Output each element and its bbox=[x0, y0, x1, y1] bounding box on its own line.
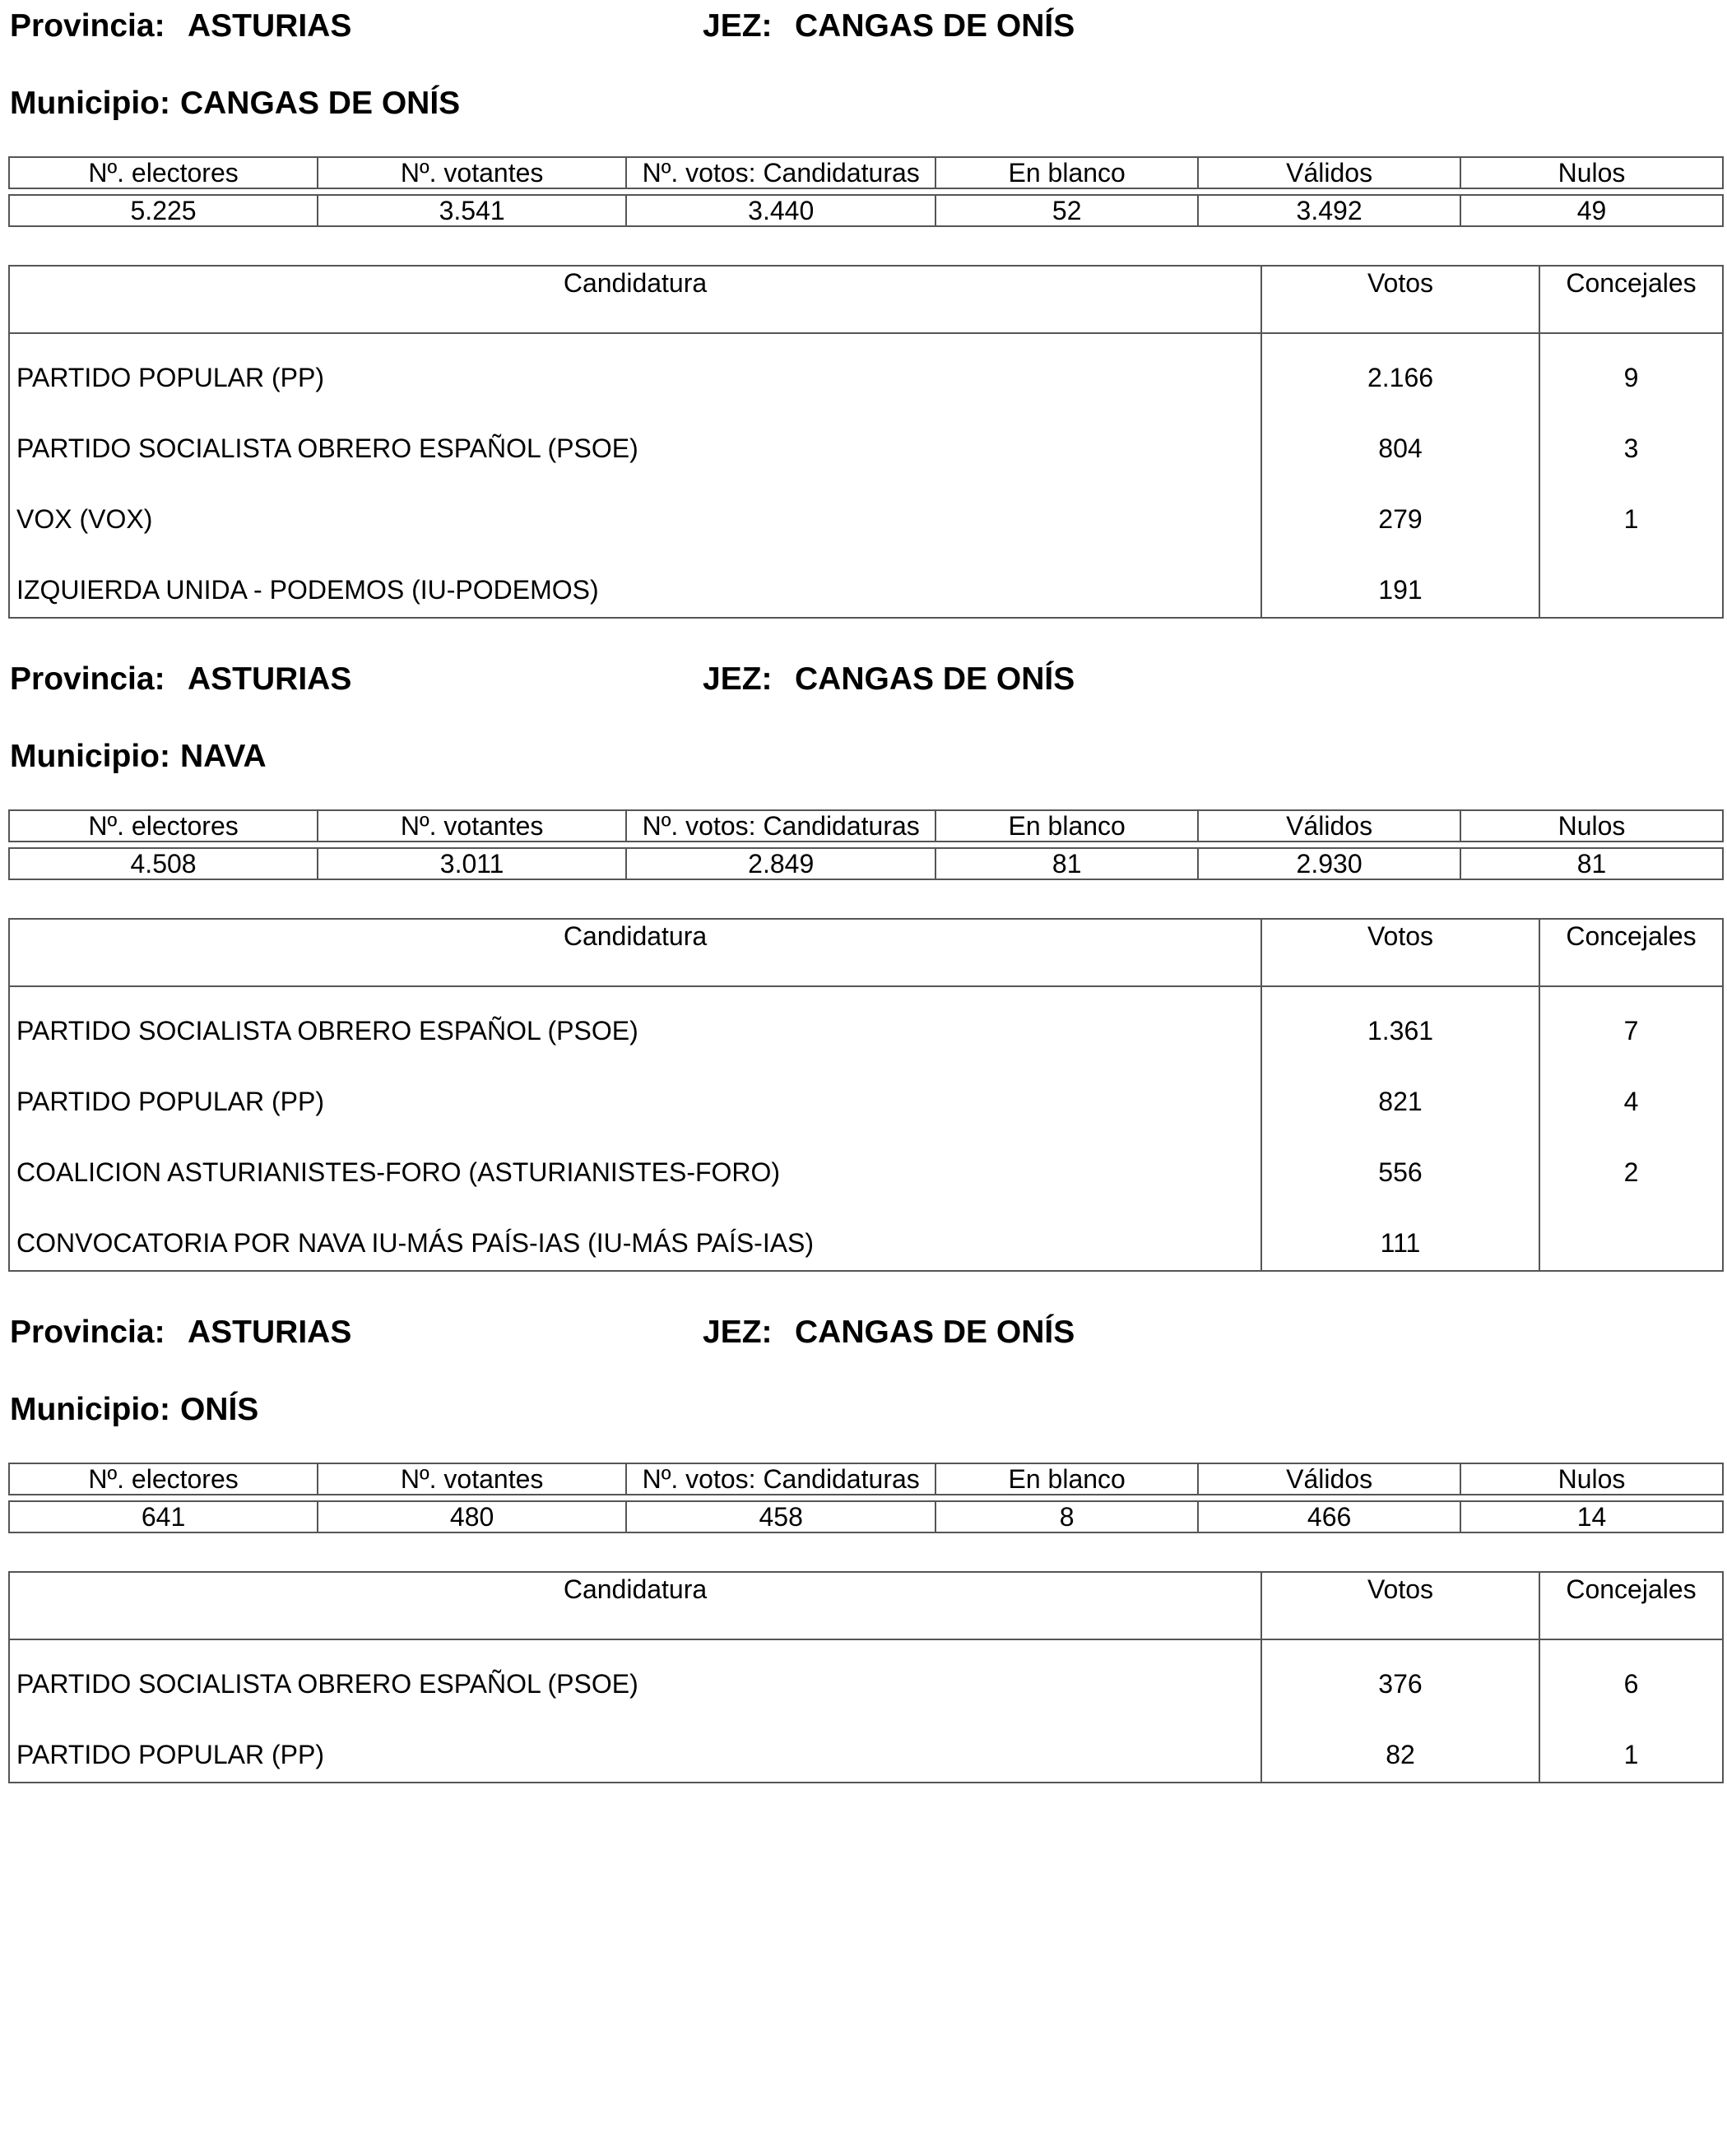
candidatura-row bbox=[10, 546, 1722, 617]
summary-header-cell: Válidos bbox=[1198, 1463, 1460, 1495]
summary-table bbox=[8, 809, 1724, 880]
summary-header-cell: Nº. votantes bbox=[318, 157, 626, 188]
summary-value-cell: 81 bbox=[1460, 848, 1723, 879]
candidatura-row bbox=[10, 987, 1722, 1058]
candidatura-row bbox=[10, 475, 1722, 546]
candidatura-concejales: 9 bbox=[1539, 334, 1722, 405]
municipio-section bbox=[0, 0, 1727, 605]
jez-label: JEZ: bbox=[703, 1314, 773, 1350]
jez-label: JEZ: bbox=[703, 8, 773, 44]
candidatura-concejales: 2 bbox=[1539, 1129, 1722, 1199]
summary-value-cell: 3.011 bbox=[318, 848, 626, 879]
provincia-label: Provincia: bbox=[10, 8, 165, 44]
candidatura-name: VOX (VOX) bbox=[16, 504, 153, 534]
candidatura-concejales: 4 bbox=[1539, 1058, 1722, 1129]
candidatura-row bbox=[10, 1058, 1722, 1129]
provincia-value: ASTURIAS bbox=[188, 1314, 352, 1350]
municipio-label: Municipio: bbox=[10, 1392, 170, 1427]
candidatura-concejales: 1 bbox=[1539, 475, 1722, 546]
summary-value-cell: 2.849 bbox=[626, 848, 935, 879]
jez-label: JEZ: bbox=[703, 661, 773, 697]
summary-table bbox=[8, 1463, 1724, 1533]
concejales-header: Concejales bbox=[1539, 1573, 1722, 1639]
votos-header: Votos bbox=[1260, 1573, 1539, 1639]
provincia-label: Provincia: bbox=[10, 1314, 165, 1350]
candidatura-votos: 82 bbox=[1260, 1711, 1539, 1782]
summary-value-row bbox=[9, 1501, 1723, 1532]
municipio-label: Municipio: bbox=[10, 739, 170, 774]
candidatura-header: Candidatura bbox=[563, 268, 708, 298]
municipio-value: ONÍS bbox=[179, 1392, 259, 1427]
summary-header-cell: Nulos bbox=[1460, 810, 1723, 842]
summary-header-cell: Nº. electores bbox=[9, 157, 318, 188]
candidatura-concejales: 7 bbox=[1539, 987, 1722, 1058]
votos-header: Votos bbox=[1260, 267, 1539, 332]
summary-header-cell: Nulos bbox=[1460, 157, 1723, 188]
summary-header-row bbox=[9, 810, 1723, 842]
summary-value-cell: 4.508 bbox=[9, 848, 318, 879]
summary-value-cell: 81 bbox=[935, 848, 1198, 879]
candidatura-header: Candidatura bbox=[563, 921, 708, 951]
summary-value-cell: 8 bbox=[935, 1501, 1198, 1532]
candidatura-table bbox=[8, 265, 1724, 619]
candidatura-row bbox=[10, 1711, 1722, 1782]
municipio-section bbox=[0, 1306, 1727, 1775]
summary-header-cell: Nº. votos: Candidaturas bbox=[626, 810, 935, 842]
candidatura-votos: 1.361 bbox=[1260, 987, 1539, 1058]
summary-header-cell: Válidos bbox=[1198, 157, 1460, 188]
concejales-header: Concejales bbox=[1539, 920, 1722, 985]
candidatura-votos: 804 bbox=[1260, 405, 1539, 475]
candidatura-header-row bbox=[10, 920, 1722, 987]
summary-header-cell: Nº. votos: Candidaturas bbox=[626, 1463, 935, 1495]
candidatura-name: COALICION ASTURIANISTES-FORO (ASTURIANISTES-FORO) bbox=[16, 1157, 781, 1187]
summary-value-row bbox=[9, 195, 1723, 226]
summary-value-cell: 458 bbox=[626, 1501, 935, 1532]
votos-header: Votos bbox=[1260, 920, 1539, 985]
candidatura-concejales: 6 bbox=[1539, 1640, 1722, 1711]
candidatura-header-row bbox=[10, 267, 1722, 334]
candidatura-name: PARTIDO SOCIALISTA OBRERO ESPAÑOL (PSOE) bbox=[16, 1016, 638, 1046]
candidatura-table bbox=[8, 1571, 1724, 1783]
candidatura-votos: 191 bbox=[1260, 546, 1539, 617]
municipio-value: NAVA bbox=[179, 739, 267, 774]
summary-value-cell: 49 bbox=[1460, 195, 1723, 226]
section-header bbox=[10, 8, 1721, 48]
summary-header-cell: Nulos bbox=[1460, 1463, 1723, 1495]
municipio-value: CANGAS DE ONÍS bbox=[179, 86, 461, 121]
candidatura-votos: 821 bbox=[1260, 1058, 1539, 1129]
summary-value-cell: 5.225 bbox=[9, 195, 318, 226]
candidatura-header-row bbox=[10, 1573, 1722, 1640]
candidatura-row bbox=[10, 1199, 1722, 1270]
candidatura-name: PARTIDO POPULAR (PP) bbox=[16, 363, 324, 392]
summary-header-cell: Nº. votantes bbox=[318, 810, 626, 842]
candidatura-votos: 2.166 bbox=[1260, 334, 1539, 405]
summary-value-cell: 3.440 bbox=[626, 195, 935, 226]
candidatura-row bbox=[10, 405, 1722, 475]
candidatura-name: IZQUIERDA UNIDA - PODEMOS (IU-PODEMOS) bbox=[16, 575, 599, 605]
candidatura-votos: 111 bbox=[1260, 1199, 1539, 1270]
jez-value: CANGAS DE ONÍS bbox=[795, 8, 1075, 44]
candidatura-name: PARTIDO POPULAR (PP) bbox=[16, 1740, 324, 1769]
candidatura-votos: 556 bbox=[1260, 1129, 1539, 1199]
summary-value-cell: 3.541 bbox=[318, 195, 626, 226]
candidatura-votos: 279 bbox=[1260, 475, 1539, 546]
provincia-value: ASTURIAS bbox=[188, 8, 352, 44]
summary-header-cell: En blanco bbox=[935, 810, 1198, 842]
municipio-title bbox=[10, 739, 276, 778]
summary-header-cell: Nº. electores bbox=[9, 1463, 318, 1495]
summary-value-cell: 641 bbox=[9, 1501, 318, 1532]
concejales-header: Concejales bbox=[1539, 267, 1722, 332]
jez-value: CANGAS DE ONÍS bbox=[795, 1314, 1075, 1350]
candidatura-concejales bbox=[1539, 546, 1722, 617]
summary-value-cell: 14 bbox=[1460, 1501, 1723, 1532]
candidatura-header: Candidatura bbox=[563, 1574, 708, 1604]
summary-header-cell: En blanco bbox=[935, 157, 1198, 188]
summary-header-cell: Nº. electores bbox=[9, 810, 318, 842]
jez-value: CANGAS DE ONÍS bbox=[795, 661, 1075, 697]
summary-value-row bbox=[9, 848, 1723, 879]
summary-header-cell: Nº. votantes bbox=[318, 1463, 626, 1495]
municipio-label: Municipio: bbox=[10, 86, 170, 121]
candidatura-name: PARTIDO SOCIALISTA OBRERO ESPAÑOL (PSOE) bbox=[16, 1669, 638, 1699]
summary-value-cell: 466 bbox=[1198, 1501, 1460, 1532]
summary-header-row bbox=[9, 157, 1723, 188]
candidatura-row bbox=[10, 1129, 1722, 1199]
summary-value-cell: 480 bbox=[318, 1501, 626, 1532]
candidatura-name: CONVOCATORIA POR NAVA IU-MÁS PAÍS-IAS (IU-MÁS PAÍS-IAS) bbox=[16, 1228, 815, 1258]
section-header bbox=[10, 661, 1721, 701]
municipio-section bbox=[0, 653, 1727, 1258]
candidatura-concejales: 3 bbox=[1539, 405, 1722, 475]
summary-value-cell: 3.492 bbox=[1198, 195, 1460, 226]
candidatura-row bbox=[10, 334, 1722, 405]
municipio-title bbox=[10, 86, 470, 125]
candidatura-row bbox=[10, 1640, 1722, 1711]
summary-header-cell: Nº. votos: Candidaturas bbox=[626, 157, 935, 188]
summary-value-cell: 52 bbox=[935, 195, 1198, 226]
provincia-value: ASTURIAS bbox=[188, 661, 352, 697]
summary-header-row bbox=[9, 1463, 1723, 1495]
candidatura-concejales: 1 bbox=[1539, 1711, 1722, 1782]
summary-table bbox=[8, 156, 1724, 227]
summary-header-cell: Válidos bbox=[1198, 810, 1460, 842]
candidatura-votos: 376 bbox=[1260, 1640, 1539, 1711]
municipio-title bbox=[10, 1392, 268, 1431]
candidatura-name: PARTIDO POPULAR (PP) bbox=[16, 1087, 324, 1116]
candidatura-table bbox=[8, 918, 1724, 1272]
candidatura-concejales bbox=[1539, 1199, 1722, 1270]
summary-value-cell: 2.930 bbox=[1198, 848, 1460, 879]
provincia-label: Provincia: bbox=[10, 661, 165, 697]
section-header bbox=[10, 1314, 1721, 1354]
candidatura-name: PARTIDO SOCIALISTA OBRERO ESPAÑOL (PSOE) bbox=[16, 434, 638, 463]
summary-header-cell: En blanco bbox=[935, 1463, 1198, 1495]
